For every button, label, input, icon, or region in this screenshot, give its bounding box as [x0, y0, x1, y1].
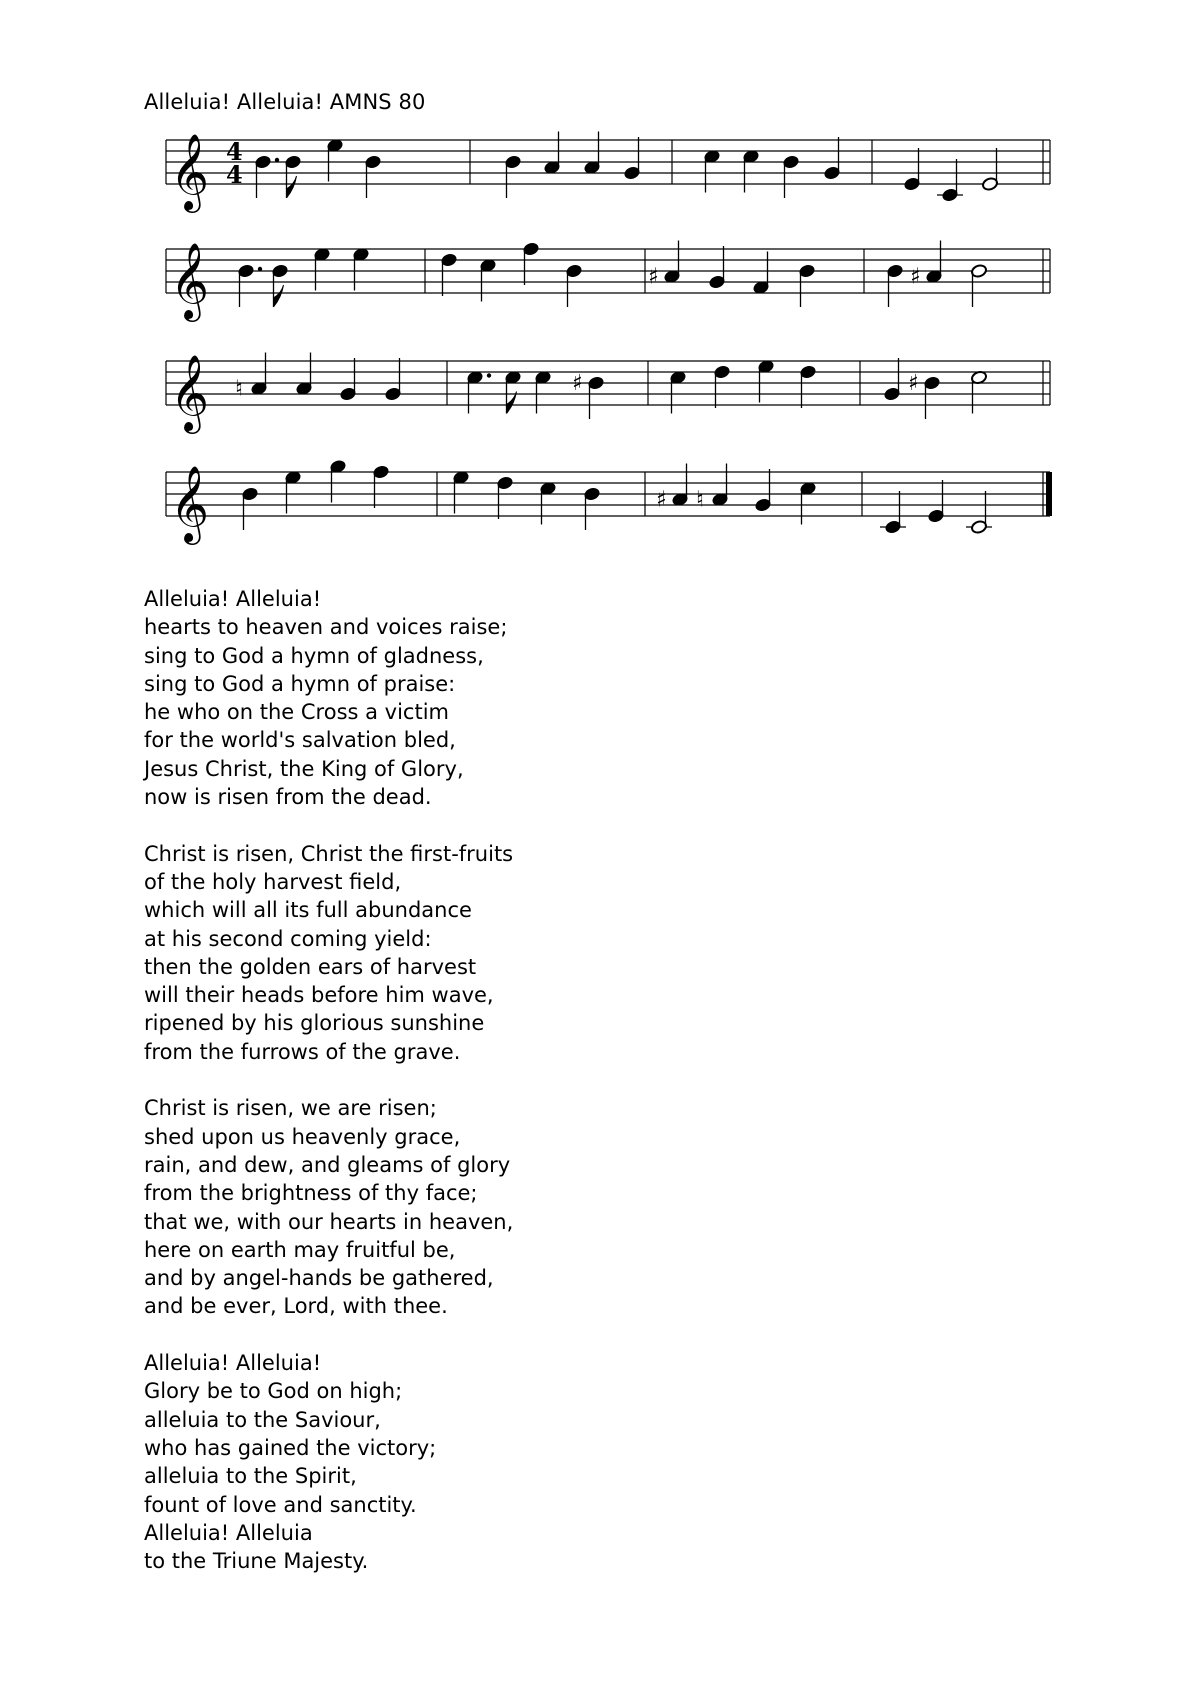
sharp-icon: ♯: [910, 264, 921, 290]
sharp-icon: ♯: [656, 487, 667, 513]
lyric-line: Glory be to God on high;: [144, 1379, 403, 1404]
treble-clef-icon: 𝄞: [170, 242, 210, 319]
note: [886, 264, 903, 307]
verse-3: [144, 1094, 513, 1320]
staff-system: [166, 459, 1052, 545]
lyric-line: will their heads before him wave,: [144, 983, 494, 1008]
sharp-icon: ♯: [572, 371, 583, 396]
lyric-line: Alleluia! Alleluia!: [144, 1351, 322, 1376]
lyric-line: then the golden ears of harvest: [144, 954, 477, 979]
note: [504, 370, 521, 413]
lyric-line: from the furrows of the grave.: [144, 1039, 461, 1064]
lyric-line: to the Triune Majesty.: [144, 1549, 369, 1574]
staff-system: [166, 241, 1050, 323]
note: [798, 264, 815, 307]
note: [903, 148, 920, 191]
lyric-line: rain, and dew, and gleams of glory: [144, 1152, 511, 1177]
note: [440, 253, 457, 296]
lyric-line: which will all its full abundance: [144, 898, 472, 923]
note: [966, 491, 992, 534]
page-title: Alleluia! Alleluia! AMNS 80: [144, 90, 426, 114]
note: [452, 470, 469, 513]
note: [583, 487, 600, 530]
note: [384, 358, 401, 401]
note: [313, 247, 330, 290]
music-score: [0, 0, 1200, 580]
lyric-line: who has gained the victory;: [144, 1435, 437, 1460]
note: [970, 370, 987, 413]
note-flag: [287, 176, 297, 198]
lyric-line: hearts to heaven and voices raise;: [144, 615, 508, 640]
note: [572, 371, 605, 419]
note: [927, 480, 944, 523]
lyric-line: and be ever, Lord, with thee.: [144, 1294, 448, 1319]
lyric-line: now is risen from the dead.: [144, 785, 432, 810]
sharp-icon: ♯: [908, 371, 919, 396]
note: [522, 242, 539, 285]
lyric-line: alleluia to the Spirit,: [144, 1464, 357, 1489]
note: [284, 470, 301, 513]
note: [799, 481, 816, 524]
lyric-line: he who on the Cross a victim: [144, 700, 450, 725]
note: [583, 132, 600, 175]
note: [496, 476, 513, 519]
verse-4: [144, 1349, 513, 1575]
note-flag: [274, 285, 284, 307]
treble-clef-icon: 𝄞: [170, 465, 210, 542]
lyric-line: ripened by his glorious sunshine: [144, 1011, 485, 1036]
note: [339, 358, 356, 401]
note: [329, 459, 346, 502]
note: [799, 365, 816, 408]
treble-clef-icon: 𝄞: [170, 354, 210, 431]
note: [937, 159, 963, 202]
note: [466, 370, 491, 413]
note: [326, 138, 343, 181]
note: [295, 353, 312, 396]
note: [880, 491, 906, 534]
note: [372, 465, 389, 508]
note: [754, 469, 771, 512]
lyrics: [144, 585, 513, 1604]
note-dot: [258, 267, 262, 271]
lyric-line: Alleluia! Alleluia!: [144, 587, 322, 611]
lyric-line: from the brightness of thy face;: [144, 1181, 478, 1206]
staff-system: [166, 132, 1050, 214]
note: [565, 264, 582, 307]
lyric-line: here on earth may fruitful be,: [144, 1237, 456, 1262]
note: [757, 359, 774, 402]
lyric-line: Jesus Christ, the King of Glory,: [144, 756, 464, 781]
note: [479, 258, 496, 301]
note-flag: [507, 392, 517, 414]
natural-icon: ♮: [696, 487, 704, 513]
note: [752, 252, 769, 295]
note: [823, 137, 840, 180]
treble-clef-icon: 𝄞: [170, 133, 210, 210]
note: [908, 371, 941, 419]
lyric-line: fount of love and sanctity.: [144, 1492, 417, 1517]
lyric-line: Alleluia! Alleluia: [144, 1520, 313, 1545]
lyric-line: sing to God a hymn of praise:: [144, 671, 456, 696]
note: [703, 149, 720, 192]
note: [534, 370, 551, 413]
note: [782, 155, 799, 198]
note: [669, 370, 686, 413]
note: [352, 247, 369, 290]
lyric-line: that we, with our hearts in heaven,: [144, 1209, 514, 1234]
note: [742, 149, 759, 192]
time-signature-top: 4: [226, 137, 243, 166]
note: [539, 481, 556, 524]
lyric-line: and by angel-hands be gathered,: [144, 1266, 494, 1291]
staff-system: [166, 353, 1050, 435]
sharp-icon: ♯: [648, 264, 659, 290]
lyric-line: sing to God a hymn of gladness,: [144, 643, 484, 668]
note: [623, 137, 640, 180]
note: [713, 365, 730, 408]
verse-2: [144, 840, 513, 1066]
note: [970, 264, 987, 307]
lyric-line: shed upon us heavenly grace,: [144, 1124, 461, 1149]
note: [708, 246, 725, 289]
note: [883, 358, 900, 401]
verse-1: [144, 585, 513, 811]
lyric-line: Christ is risen, Christ the first-fruits: [144, 841, 514, 866]
lyric-line: alleluia to the Saviour,: [144, 1407, 381, 1432]
note-dot: [487, 373, 491, 377]
natural-icon: ♮: [235, 376, 243, 402]
note: [241, 487, 258, 530]
note: [237, 264, 262, 307]
note: [504, 155, 521, 198]
time-signature-bottom: 4: [226, 160, 243, 189]
lyric-line: for the world's salvation bled,: [144, 728, 456, 753]
note: [543, 132, 560, 175]
lyric-line: at his second coming yield:: [144, 926, 432, 951]
note-dot: [275, 158, 279, 162]
final-barline: [1046, 472, 1052, 516]
note: [284, 155, 301, 198]
note: [271, 264, 288, 307]
lyric-line: of the holy harvest field,: [144, 869, 402, 894]
note: [254, 155, 279, 198]
note: [364, 155, 381, 198]
lyric-line: Christ is risen, we are risen;: [144, 1096, 437, 1121]
note: [981, 148, 998, 191]
